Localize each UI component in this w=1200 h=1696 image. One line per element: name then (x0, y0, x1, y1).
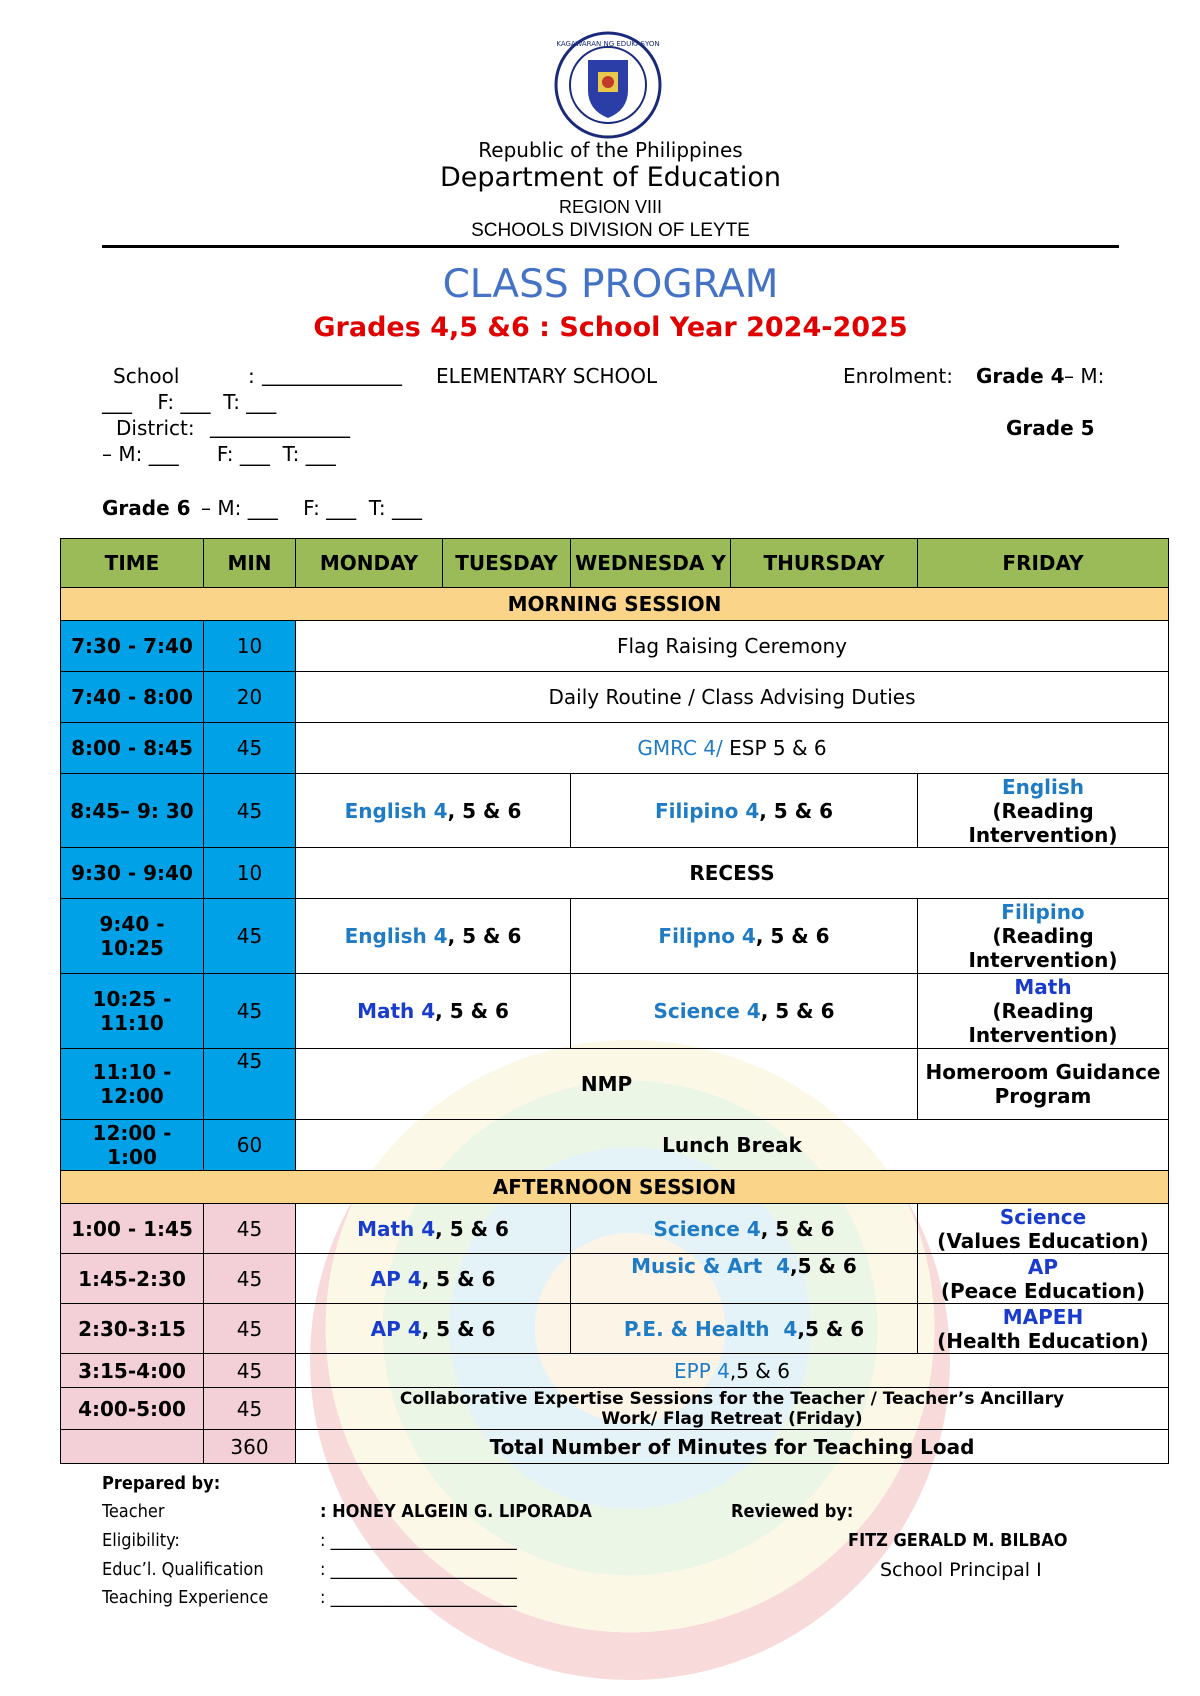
subject-text: Filipno 4 (658, 924, 756, 948)
min-cell: 20 (204, 672, 296, 723)
friday-cell: Homeroom Guidance Program (918, 1049, 1169, 1120)
grade6-label: Grade 6 (102, 496, 191, 520)
friday-cell (918, 1304, 1169, 1354)
wed-thu-cell (571, 1304, 918, 1354)
friday-cell (918, 974, 1169, 1049)
min-cell: 45 (204, 1388, 296, 1430)
grade-text: ESP 5 & 6 (722, 736, 827, 760)
activity-cell: Lunch Break (296, 1120, 1169, 1171)
class-program-table (60, 538, 1169, 1464)
subject-text: EPP 4 (674, 1358, 730, 1383)
page-subtitle: Grades 4,5 &6 : School Year 2024-2025 (313, 312, 908, 343)
experience-value: : _______________________ (320, 1587, 517, 1608)
school-colon: : (248, 364, 255, 388)
time-cell: 7:40 - 8:00 (61, 672, 204, 723)
min-cell: 45 (204, 1049, 296, 1120)
wed-thu-cell (571, 974, 918, 1049)
grade-text: , 5 & 6 (755, 924, 830, 948)
time-cell: 4:00-5:00 (61, 1388, 204, 1430)
table-header-row (61, 539, 1169, 588)
time-cell: 1:45-2:30 (61, 1254, 204, 1304)
wed-thu-cell (571, 1204, 918, 1254)
table-row (61, 1304, 1169, 1354)
grade-text: , 5 & 6 (759, 798, 834, 823)
table-row (61, 848, 1169, 899)
mon-tue-cell (296, 1254, 571, 1304)
subject-text: AP 4 (370, 1266, 422, 1291)
school-blank: ______________ (262, 362, 402, 386)
subject-text: Filipino (1001, 900, 1085, 924)
min-cell: 45 (204, 1354, 296, 1388)
min-cell: 45 (204, 723, 296, 774)
grade-text: , 5 & 6 (447, 798, 522, 823)
school-name: ELEMENTARY SCHOOL (436, 364, 658, 388)
grade-text: , 5 & 6 (447, 924, 522, 948)
focus-text: (Peace Education) (940, 1278, 1146, 1303)
time-cell: 3:15-4:00 (61, 1354, 204, 1388)
time-cell (61, 1430, 204, 1464)
table-row (61, 1254, 1169, 1304)
min-cell: 60 (204, 1120, 296, 1171)
time-cell: 11:10 - 12:00 (61, 1049, 204, 1120)
wed-thu-cell (571, 774, 918, 848)
department-text: Department of Education (440, 162, 781, 193)
friday-cell (918, 774, 1169, 848)
grade4-m: – M: (1064, 364, 1105, 388)
activity-cell: Flag Raising Ceremony (296, 621, 1169, 672)
subject-text: Filipino 4 (654, 798, 760, 823)
subject-text: AP 4 (370, 1316, 422, 1341)
time-cell: 7:30 - 7:40 (61, 621, 204, 672)
min-cell: 10 (204, 621, 296, 672)
table-row (61, 723, 1169, 774)
wed-thu-cell (571, 899, 918, 974)
focus-text: (Health Education) (937, 1328, 1149, 1353)
republic-text: Republic of the Philippines (478, 138, 743, 162)
table-row (61, 1388, 1169, 1430)
grade-text: , 5 & 6 (760, 1216, 835, 1241)
prepared-by-label: Prepared by: (102, 1473, 221, 1494)
grade-text: ,5 & 6 (790, 1254, 857, 1278)
activity-cell: Collaborative Expertise Sessions for the Teacher / Teacher’s Ancillary Work/ Flag Retreat (Friday) (296, 1388, 1169, 1430)
enrolment-label: Enrolment: (843, 364, 953, 388)
qualification-label: Educ’l. Qualification (102, 1559, 264, 1580)
grade-text: , 5 & 6 (421, 1316, 496, 1341)
activity-cell: RECESS (296, 848, 1169, 899)
min-cell: 45 (204, 1254, 296, 1304)
eligibility-label: Eligibility: (102, 1530, 180, 1551)
activity-cell: Daily Routine / Class Advising Duties (296, 672, 1169, 723)
time-cell: 12:00 - 1:00 (61, 1120, 204, 1171)
grade-text: , 5 & 6 (760, 999, 835, 1023)
subject-text: Math 4 (357, 1216, 436, 1241)
page-title: CLASS PROGRAM (442, 262, 779, 307)
grade-text: , 5 & 6 (435, 999, 509, 1023)
grade5-label: Grade 5 (1006, 416, 1095, 440)
time-cell: 8:00 - 8:45 (61, 723, 204, 774)
grade-text: , 5 & 6 (435, 1216, 509, 1241)
activity-cell (296, 723, 1169, 774)
focus-text: (Reading Intervention) (968, 798, 1118, 847)
subject-text: Science 4 (653, 999, 761, 1023)
mon-tue-cell (296, 899, 571, 974)
wed-thu-cell (571, 1254, 918, 1304)
grade4-label: Grade 4 (976, 364, 1065, 388)
focus-text: (Reading Intervention) (968, 999, 1118, 1047)
header-friday: FRIDAY (918, 539, 1169, 588)
header-wednesday: WEDNESDA Y (571, 539, 731, 588)
svg-text:KAGAWARAN NG EDUKASYON: KAGAWARAN NG EDUKASYON (556, 40, 660, 48)
min-cell: 45 (204, 899, 296, 974)
enrolment-line2: ___ F: ___ T: ___ (102, 390, 277, 414)
time-cell: 2:30-3:15 (61, 1304, 204, 1354)
teacher-label: Teacher (102, 1501, 165, 1522)
afternoon-session-label: AFTERNOON SESSION (61, 1171, 1169, 1204)
subject-text: Science (999, 1204, 1087, 1229)
min-cell: 45 (204, 1204, 296, 1254)
district-label: District: (116, 416, 195, 440)
table-row (61, 1049, 1169, 1120)
table-row (61, 621, 1169, 672)
focus-text: (Values Education) (937, 1228, 1149, 1253)
activity-cell: Total Number of Minutes for Teaching Load (296, 1430, 1169, 1464)
district-blank: ______________ (210, 414, 350, 438)
experience-label: Teaching Experience (102, 1587, 269, 1608)
time-cell: 8:45– 9: 30 (61, 774, 204, 848)
region-text: REGION VIII (558, 197, 663, 217)
min-cell: 10 (204, 848, 296, 899)
table-row (61, 1354, 1169, 1388)
header-thursday: THURSDAY (731, 539, 918, 588)
friday-cell (918, 1254, 1169, 1304)
reviewed-by-label: Reviewed by: (731, 1501, 854, 1522)
division-text: SCHOOLS DIVISION OF LEYTE (471, 220, 750, 241)
friday-cell (918, 1204, 1169, 1254)
activity-cell (296, 1354, 1169, 1388)
subject-text: English (1001, 774, 1085, 799)
min-cell: 45 (204, 1304, 296, 1354)
morning-session-label: MORNING SESSION (61, 588, 1169, 621)
principal-name: FITZ GERALD M. BILBAO (848, 1530, 1068, 1551)
time-cell: 9:30 - 9:40 (61, 848, 204, 899)
qualification-value: : _______________________ (320, 1559, 517, 1580)
subject-text: Science 4 (653, 1216, 761, 1241)
time-cell: 9:40 - 10:25 (61, 899, 204, 974)
subject-text: GMRC 4/ (637, 736, 723, 760)
subject-text: Math (1014, 975, 1072, 999)
grade6-rest: – M: ___ F: ___ T: ___ (201, 496, 423, 520)
grade-text: , 5 & 6 (421, 1266, 496, 1291)
mon-tue-cell (296, 1304, 571, 1354)
focus-text: (Reading Intervention) (968, 924, 1118, 972)
table-row (61, 774, 1169, 848)
mon-tue-cell (296, 774, 571, 848)
table-row (61, 672, 1169, 723)
afternoon-session-row (61, 1171, 1169, 1204)
subject-text: Math 4 (357, 999, 436, 1023)
mon-tue-cell (296, 1204, 571, 1254)
subject-text: MAPEH (1002, 1304, 1084, 1329)
header-divider (102, 245, 1119, 248)
min-cell: 45 (204, 774, 296, 848)
subject-text: P.E. & Health 4 (623, 1316, 798, 1341)
principal-title: School Principal I (880, 1559, 1042, 1581)
subject-text: Music & Art 4 (631, 1254, 791, 1278)
header-tuesday: TUESDAY (443, 539, 571, 588)
time-cell: 10:25 - 11:10 (61, 974, 204, 1049)
table-row (61, 974, 1169, 1049)
subject-text: AP (1027, 1254, 1059, 1279)
morning-session-row (61, 588, 1169, 621)
table-row (61, 899, 1169, 974)
friday-cell (918, 899, 1169, 974)
enrolment-line4: – M: ___ F: ___ T: ___ (102, 442, 336, 466)
min-cell: 360 (204, 1430, 296, 1464)
header-monday: MONDAY (296, 539, 443, 588)
table-row (61, 1430, 1169, 1464)
deped-seal-icon (553, 30, 663, 140)
header-time: TIME (61, 539, 204, 588)
table-row (61, 1204, 1169, 1254)
table-row (61, 1120, 1169, 1171)
eligibility-value: : _______________________ (320, 1530, 517, 1551)
teacher-value: : HONEY ALGEIN G. LIPORADA (320, 1501, 592, 1522)
time-cell: 1:00 - 1:45 (61, 1204, 204, 1254)
activity-cell: NMP (296, 1049, 918, 1120)
grade-text: ,5 & 6 (729, 1358, 790, 1383)
grade-text: ,5 & 6 (797, 1316, 865, 1341)
mon-tue-cell (296, 974, 571, 1049)
subject-text: English 4 (344, 924, 448, 948)
school-label: School (113, 364, 180, 388)
subject-text: English 4 (344, 798, 448, 823)
min-cell: 45 (204, 974, 296, 1049)
header-min: MIN (204, 539, 296, 588)
